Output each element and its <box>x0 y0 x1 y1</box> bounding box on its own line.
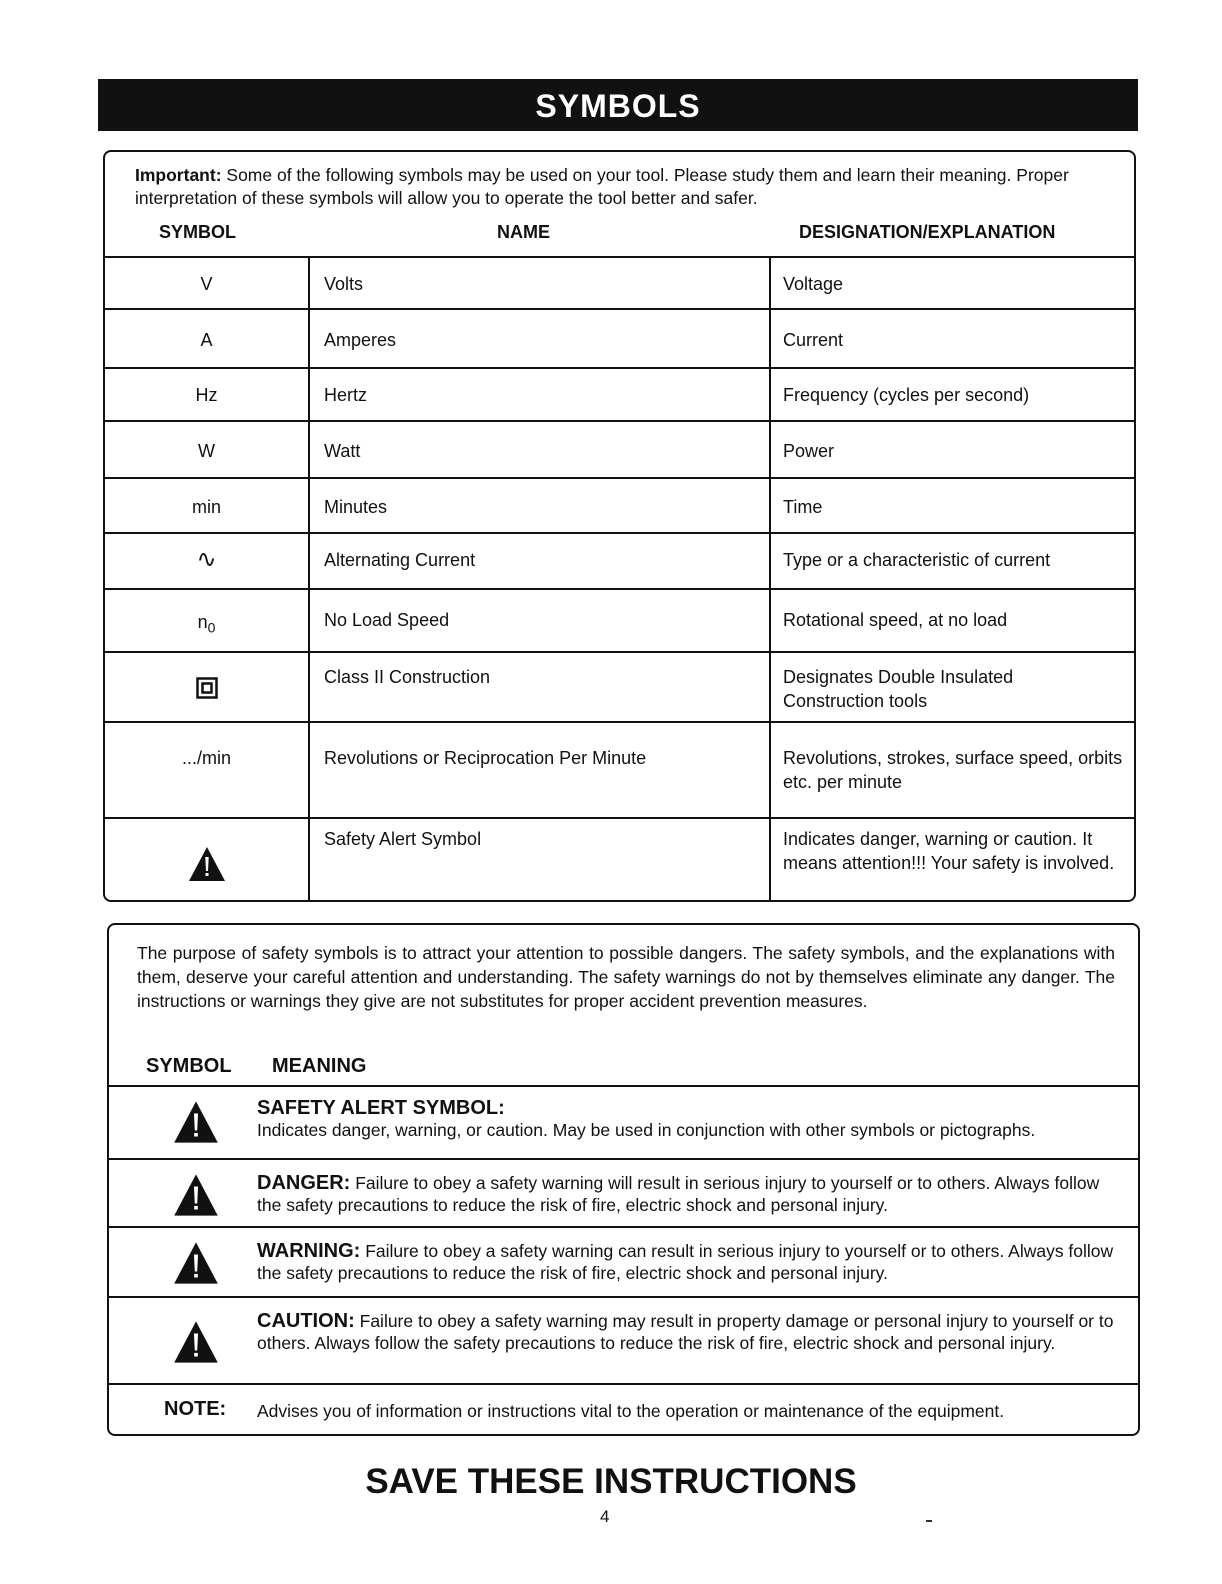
table-row <box>105 309 1136 368</box>
warning-triangle-icon <box>173 1100 219 1144</box>
table-row <box>105 652 1136 722</box>
name-cell: Volts <box>324 274 364 294</box>
symbol-cell: V <box>200 274 213 294</box>
symbol-cell: .../min <box>181 748 231 768</box>
name-cell: Alternating Current <box>324 550 476 570</box>
header-meaning: MEANING <box>272 1055 367 1077</box>
meaning-text: Indicates danger, warning, or caution. May be used in conjunction with other symbols or pictographs. <box>257 1120 1036 1140</box>
intro-body: Some of the following symbols may be used on your tool. Please study them and learn their meaning. Proper interpretation of these symbols will allow you to operate the tool better and safer. <box>135 165 1069 208</box>
symbol-cell <box>105 653 308 704</box>
double-square-icon <box>196 677 218 699</box>
meaning-title: SAFETY ALERT SYMBOL: <box>257 1097 505 1119</box>
table-row <box>105 722 1136 818</box>
note-label: NOTE: <box>164 1398 227 1420</box>
designation-cell: Indicates danger, warning or caution. It means attention!!! Your safety is involved. <box>783 829 1115 873</box>
designation-cell: Frequency (cycles per second) <box>783 385 1030 405</box>
meanings-box <box>107 923 1140 1436</box>
meaning-title: CAUTION: <box>257 1310 355 1332</box>
header-name: NAME <box>497 222 550 242</box>
page-title: SYMBOLS <box>98 79 1138 131</box>
name-cell: Revolutions or Reciprocation Per Minute <box>324 748 647 768</box>
symbol-cell <box>105 819 308 887</box>
symbol-subscript: 0 <box>207 619 216 636</box>
note-text: Advises you of information or instructions vital to the operation or maintenance of the equipment. <box>257 1401 1005 1421</box>
symbols-box <box>103 150 1136 902</box>
symbol-cell: Hz <box>195 385 218 405</box>
warning-triangle-icon <box>173 1173 219 1217</box>
note-row <box>109 1383 1140 1436</box>
meaning-text: Failure to obey a safety warning can result in serious injury to yourself or to others. Always follow the safety precautions to reduce the risk of fire, electric shock and personal injury. <box>257 1241 1114 1283</box>
table-row <box>105 589 1136 652</box>
name-cell: Class II Construction <box>324 667 491 687</box>
designation-cell: Revolutions, strokes, surface speed, orbits etc. per minute <box>783 748 1123 792</box>
symbol-cell <box>105 590 308 640</box>
warning-triangle-icon <box>173 1241 219 1285</box>
table-row <box>105 478 1136 533</box>
purpose-text: The purpose of safety symbols is to attract your attention to possible dangers. The safety symbols, and the explanations with them, deserve your careful attention and understanding. The safety warnings do not by themselves eliminate any danger. The instructions or warnings they give are not substitutes for proper accident prevention measures. <box>137 943 1115 1011</box>
meaning-row <box>109 1296 1140 1383</box>
table-row <box>105 257 1136 309</box>
table-row <box>105 533 1136 589</box>
meaning-title: DANGER: <box>257 1172 351 1194</box>
warning-triangle-icon <box>188 846 226 882</box>
header-designation: DESIGNATION/EXPLANATION <box>799 222 1056 242</box>
table-row <box>105 421 1136 478</box>
designation-cell: Power <box>783 441 835 461</box>
meaning-row <box>109 1158 1140 1226</box>
save-instructions-heading: SAVE THESE INSTRUCTIONS <box>365 1462 857 1501</box>
designation-cell: Type or a characteristic of current <box>783 550 1051 570</box>
header-symbol: SYMBOL <box>146 1055 232 1077</box>
symbols-table <box>105 256 1136 902</box>
meaning-text: Failure to obey a safety warning will result in serious injury to yourself or to others. Always follow the safety precautions to reduce the risk of fire, electric shock and personal injury. <box>257 1173 1100 1215</box>
symbol-cell: W <box>198 441 215 461</box>
name-cell: Minutes <box>324 497 388 517</box>
symbol-cell: min <box>191 497 221 517</box>
stray-mark <box>926 1520 932 1522</box>
designation-cell: Rotational speed, at no load <box>783 610 1008 630</box>
symbol-cell: A <box>200 330 213 350</box>
designation-cell: Designates Double Insulated Construction tools <box>783 667 1014 711</box>
meaning-title: WARNING: <box>257 1240 361 1262</box>
header-symbol: SYMBOL <box>159 222 237 242</box>
designation-cell: Voltage <box>783 274 844 294</box>
name-cell: Amperes <box>324 330 397 350</box>
symbol-n: n <box>197 612 208 632</box>
designation-cell: Current <box>783 330 844 350</box>
name-cell: Safety Alert Symbol <box>324 829 482 849</box>
alternating-current-icon: ∿ <box>196 546 217 573</box>
name-cell: Watt <box>324 441 361 461</box>
warning-triangle-icon <box>173 1320 219 1364</box>
intro-text <box>135 164 1125 210</box>
page-number: 4 <box>600 1507 610 1526</box>
meaning-row <box>109 1085 1140 1158</box>
name-cell: No Load Speed <box>324 610 450 630</box>
table-row <box>105 368 1136 421</box>
designation-cell: Time <box>783 497 823 517</box>
intro-lead: Important: <box>135 165 222 185</box>
name-cell: Hertz <box>324 385 368 405</box>
meaning-text: Failure to obey a safety warning may result in property damage or personal injury to yourself or to others. Always follow the safety precautions to reduce the risk of fire, electric shock and personal injury. <box>257 1311 1114 1353</box>
meaning-row <box>109 1226 1140 1296</box>
table-row <box>105 818 1136 902</box>
